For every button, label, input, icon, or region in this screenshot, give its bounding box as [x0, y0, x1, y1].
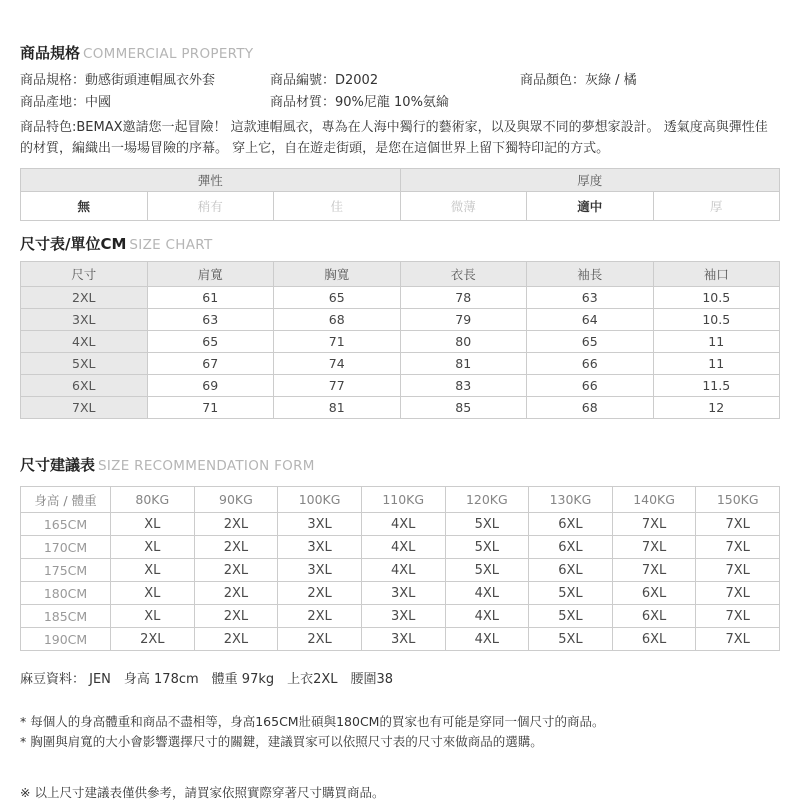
table-row	[21, 375, 780, 397]
product-feature-text: 商品特色:BEMAX邀請您一起冒險！ 這款連帽風衣，專為在人海中獨行的藝術家，以及與眾不同的夢想家設計。 透氣度高與彈性佳的材質，編織出一場場冒險的序幕。 穿上它，自在遊走街頭，是您在這個世界上留下獨特印記的方式。	[20, 120, 768, 156]
field-origin: 商品產地：中國	[20, 95, 112, 110]
cell: 3XL	[361, 582, 445, 605]
cell: 稍有	[147, 192, 274, 221]
cell: XL	[111, 559, 195, 582]
size-chart-body	[21, 287, 780, 419]
cell: 165CM	[21, 513, 111, 536]
cell: 6XL	[529, 513, 613, 536]
header-cell: 厚度	[400, 169, 780, 192]
cell: 71	[274, 331, 401, 353]
header-cell: 80KG	[111, 487, 195, 513]
cell: 4XL	[445, 628, 529, 651]
cell: 3XL	[278, 513, 362, 536]
field-color: 商品顏色：灰綠 / 橘	[520, 73, 637, 88]
field-spec: 商品規格：動感街頭連帽風衣外套	[20, 73, 216, 88]
cell: 10.5	[653, 309, 780, 331]
cell: 5XL	[21, 353, 148, 375]
size-chart-table	[20, 261, 780, 419]
cell: 85	[400, 397, 527, 419]
cell: 2XL	[21, 287, 148, 309]
cell: 6XL	[612, 605, 696, 628]
cell: 5XL	[445, 513, 529, 536]
cell: 79	[400, 309, 527, 331]
cell: 7XL	[612, 536, 696, 559]
cell: 微薄	[400, 192, 527, 221]
field-code: 商品編號：D2002	[270, 73, 379, 88]
cell: 3XL	[361, 605, 445, 628]
cell: 2XL	[278, 582, 362, 605]
cell: 63	[147, 309, 274, 331]
cell: 7XL	[21, 397, 148, 419]
cell: 7XL	[696, 628, 780, 651]
header-cell: 140KG	[612, 487, 696, 513]
note-1: * 每個人的身高體重和商品不盡相等，身高165CM壯碩與180CM的買家也有可能是穿同一個尺寸的商品。	[20, 714, 605, 729]
table-row	[21, 397, 780, 419]
cell: 83	[400, 375, 527, 397]
cell: 7XL	[612, 513, 696, 536]
rec-title-en: SIZE RECOMMENDATION FORM	[98, 458, 315, 474]
cell: 5XL	[445, 536, 529, 559]
cell: XL	[111, 536, 195, 559]
cell: 2XL	[278, 605, 362, 628]
size-chart-title-zh: 尺寸表/單位CM	[20, 235, 127, 253]
rec-header-row	[21, 487, 780, 513]
cell: 7XL	[612, 559, 696, 582]
cell: 5XL	[529, 628, 613, 651]
cell: 69	[147, 375, 274, 397]
stretch-header-row	[21, 169, 780, 192]
cell: 81	[274, 397, 401, 419]
header-cell: 130KG	[529, 487, 613, 513]
cell: 3XL	[21, 309, 148, 331]
header-cell: 袖口	[653, 262, 780, 287]
cell: 2XL	[278, 628, 362, 651]
cell: 65	[527, 331, 654, 353]
product-info-grid	[20, 70, 780, 114]
cell: 5XL	[529, 582, 613, 605]
cell: 11.5	[653, 375, 780, 397]
cell: 6XL	[612, 582, 696, 605]
cell: 74	[274, 353, 401, 375]
table-row	[21, 309, 780, 331]
cell: 3XL	[278, 536, 362, 559]
cell: 2XL	[194, 559, 278, 582]
stretch-thickness-table	[20, 168, 780, 221]
model-info: 麻豆資料： JEN 身高 178cm 體重 97kg 上衣2XL 腰圍38	[20, 672, 394, 687]
cell: 65	[147, 331, 274, 353]
cell: XL	[111, 605, 195, 628]
cell: 5XL	[445, 559, 529, 582]
cell: 68	[527, 397, 654, 419]
cell: 4XL	[445, 605, 529, 628]
cell: 77	[274, 375, 401, 397]
section-title-size-recommendation	[20, 456, 780, 475]
header-cell: 胸寬	[274, 262, 401, 287]
table-row	[21, 582, 780, 605]
size-recommendation-table	[20, 486, 780, 651]
cell: 11	[653, 353, 780, 375]
cell: 67	[147, 353, 274, 375]
cell: 185CM	[21, 605, 111, 628]
cell: 64	[527, 309, 654, 331]
section-title-size-chart	[20, 235, 780, 254]
cell: 2XL	[194, 628, 278, 651]
cell: 65	[274, 287, 401, 309]
header-cell: 袖長	[527, 262, 654, 287]
cell: 66	[527, 375, 654, 397]
cell: 4XL	[361, 536, 445, 559]
cell: 2XL	[194, 536, 278, 559]
note-2: * 胸圍與肩寬的大小會影響選擇尺寸的關鍵，建議買家可以依照尺寸表的尺寸來做商品的選購。	[20, 734, 543, 749]
disclaimer-note: ※ 以上尺寸建議表僅供參考，請買家依照實際穿著尺寸購買商品。	[20, 785, 385, 800]
stretch-value-row	[21, 192, 780, 221]
cell: 4XL	[361, 559, 445, 582]
header-cell: 110KG	[361, 487, 445, 513]
cell: 11	[653, 331, 780, 353]
size-notes	[20, 712, 780, 752]
header-cell: 肩寬	[147, 262, 274, 287]
cell: 3XL	[361, 628, 445, 651]
field-empty	[520, 92, 780, 114]
cell: 5XL	[529, 605, 613, 628]
header-cell: 衣長	[400, 262, 527, 287]
table-row	[21, 628, 780, 651]
section-title-zh: 商品規格	[20, 44, 81, 62]
product-info-section	[20, 44, 780, 159]
section-title-en: COMMERCIAL PROPERTY	[83, 46, 254, 62]
cell: 180CM	[21, 582, 111, 605]
cell: 2XL	[194, 582, 278, 605]
table-row	[21, 605, 780, 628]
cell: 無	[21, 192, 148, 221]
cell: 68	[274, 309, 401, 331]
header-cell: 彈性	[21, 169, 401, 192]
cell: 厚	[653, 192, 780, 221]
cell: 190CM	[21, 628, 111, 651]
cell: 10.5	[653, 287, 780, 309]
cell: 71	[147, 397, 274, 419]
cell: XL	[111, 513, 195, 536]
table-row	[21, 536, 780, 559]
table-row	[21, 559, 780, 582]
cell: 6XL	[529, 536, 613, 559]
cell: 7XL	[696, 559, 780, 582]
header-cell: 120KG	[445, 487, 529, 513]
cell: 12	[653, 397, 780, 419]
header-cell: 90KG	[194, 487, 278, 513]
section-title-product-spec	[20, 44, 780, 63]
table-row	[21, 513, 780, 536]
cell: 6XL	[21, 375, 148, 397]
table-row	[21, 287, 780, 309]
cell: 6XL	[529, 559, 613, 582]
header-cell: 150KG	[696, 487, 780, 513]
table-row	[21, 331, 780, 353]
cell: 4XL	[445, 582, 529, 605]
cell: 7XL	[696, 513, 780, 536]
header-cell: 身高 / 體重	[21, 487, 111, 513]
cell: 66	[527, 353, 654, 375]
cell: 佳	[274, 192, 401, 221]
cell: 78	[400, 287, 527, 309]
cell: 7XL	[696, 536, 780, 559]
cell: 2XL	[111, 628, 195, 651]
cell: 61	[147, 287, 274, 309]
cell: 170CM	[21, 536, 111, 559]
cell: 7XL	[696, 605, 780, 628]
header-cell: 100KG	[278, 487, 362, 513]
cell: 7XL	[696, 582, 780, 605]
size-chart-header-row	[21, 262, 780, 287]
cell: 2XL	[194, 513, 278, 536]
cell: 4XL	[21, 331, 148, 353]
header-cell: 尺寸	[21, 262, 148, 287]
cell: 4XL	[361, 513, 445, 536]
cell: XL	[111, 582, 195, 605]
cell: 2XL	[194, 605, 278, 628]
cell: 6XL	[612, 628, 696, 651]
cell: 81	[400, 353, 527, 375]
cell: 175CM	[21, 559, 111, 582]
field-material: 商品材質：90%尼龍 10%氨綸	[270, 95, 449, 110]
rec-title-zh: 尺寸建議表	[20, 456, 96, 474]
size-chart-title-en: SIZE CHART	[129, 237, 213, 253]
cell: 80	[400, 331, 527, 353]
cell: 適中	[527, 192, 654, 221]
cell: 63	[527, 287, 654, 309]
table-row	[21, 353, 780, 375]
rec-body	[21, 513, 780, 651]
cell: 3XL	[278, 559, 362, 582]
